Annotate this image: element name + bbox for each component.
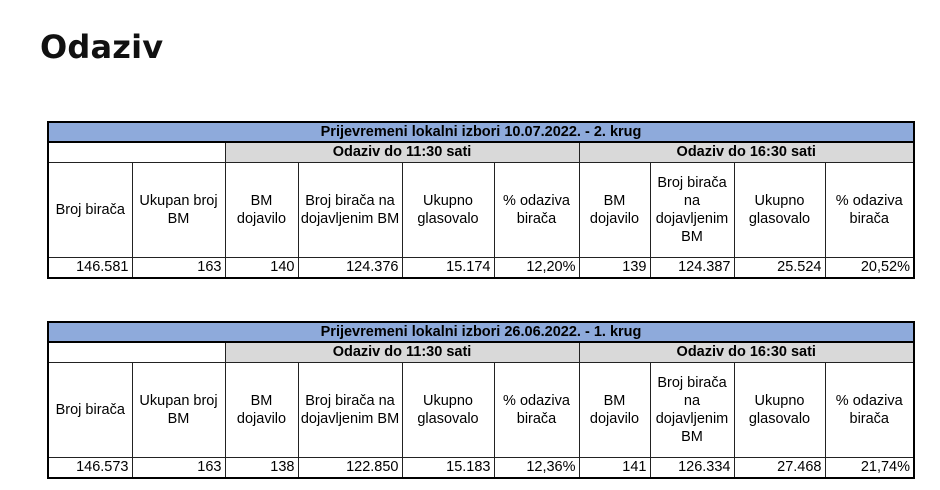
cell-total-bm: 163 (132, 258, 225, 279)
table-title: Prijevremeni lokalni izbori 10.07.2022. - 2. krug (48, 122, 914, 142)
empty-group-cell (48, 142, 225, 163)
turnout-table-round-2 (47, 121, 915, 279)
header-turnout-pct: % odaziva birača (494, 363, 579, 458)
cell-bm-reported-1630: 139 (579, 258, 650, 279)
empty-group-cell (48, 342, 225, 363)
cell-turnout-1630: 21,74% (825, 458, 914, 479)
header-voters: Broj birača (48, 363, 132, 458)
header-bm-reported: BM dojavilo (579, 163, 650, 258)
cell-total-voted-1630: 25.524 (734, 258, 825, 279)
header-voters-reported-bm: Broj birača na dojavljenim BM (650, 363, 734, 458)
cell-turnout-1130: 12,36% (494, 458, 579, 479)
cell-voters-reported-1130: 122.850 (298, 458, 402, 479)
header-total-bm: Ukupan broj BM (132, 363, 225, 458)
cell-total-voted-1130: 15.174 (402, 258, 494, 279)
page-title: Odaziv (40, 28, 164, 66)
table-title: Prijevremeni lokalni izbori 26.06.2022. - 1. krug (48, 322, 914, 342)
header-bm-reported: BM dojavilo (225, 163, 298, 258)
cell-total-voted-1630: 27.468 (734, 458, 825, 479)
group-header-1130: Odaziv do 11:30 sati (225, 342, 579, 363)
cell-voters-reported-1630: 126.334 (650, 458, 734, 479)
header-voters: Broj birača (48, 163, 132, 258)
cell-turnout-1130: 12,20% (494, 258, 579, 279)
header-turnout-pct: % odaziva birača (825, 163, 914, 258)
header-bm-reported: BM dojavilo (225, 363, 298, 458)
cell-voters: 146.581 (48, 258, 132, 279)
cell-voters: 146.573 (48, 458, 132, 479)
cell-total-bm: 163 (132, 458, 225, 479)
cell-bm-reported-1130: 138 (225, 458, 298, 479)
header-total-voted: Ukupno glasovalo (402, 163, 494, 258)
cell-total-voted-1130: 15.183 (402, 458, 494, 479)
header-voters-reported-bm: Broj birača na dojavljenim BM (298, 163, 402, 258)
header-voters-reported-bm: Broj birača na dojavljenim BM (298, 363, 402, 458)
group-header-1630: Odaziv do 16:30 sati (579, 142, 914, 163)
cell-voters-reported-1630: 124.387 (650, 258, 734, 279)
cell-bm-reported-1630: 141 (579, 458, 650, 479)
cell-bm-reported-1130: 140 (225, 258, 298, 279)
header-total-voted: Ukupno glasovalo (734, 363, 825, 458)
header-turnout-pct: % odaziva birača (494, 163, 579, 258)
header-turnout-pct: % odaziva birača (825, 363, 914, 458)
turnout-table-round-1 (47, 321, 915, 479)
header-voters-reported-bm: Broj birača na dojavljenim BM (650, 163, 734, 258)
header-total-voted: Ukupno glasovalo (402, 363, 494, 458)
cell-voters-reported-1130: 124.376 (298, 258, 402, 279)
header-bm-reported: BM dojavilo (579, 363, 650, 458)
header-total-voted: Ukupno glasovalo (734, 163, 825, 258)
header-total-bm: Ukupan broj BM (132, 163, 225, 258)
group-header-1630: Odaziv do 16:30 sati (579, 342, 914, 363)
cell-turnout-1630: 20,52% (825, 258, 914, 279)
group-header-1130: Odaziv do 11:30 sati (225, 142, 579, 163)
